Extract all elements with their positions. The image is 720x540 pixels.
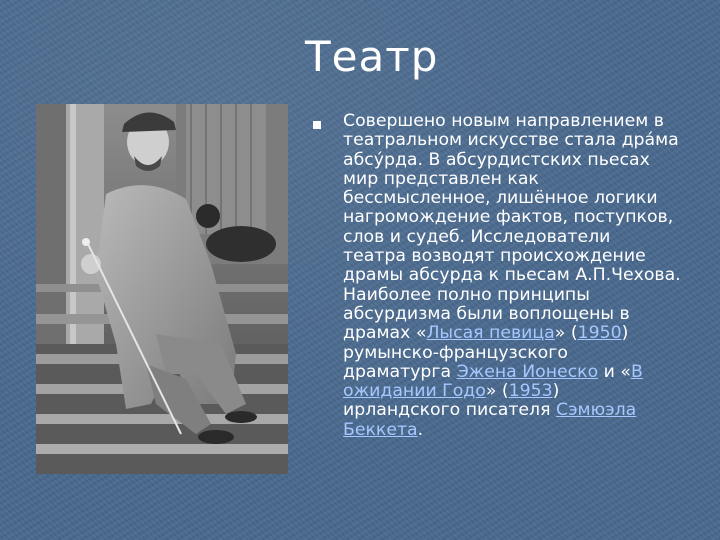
link-year-1950[interactable]: 1950 — [577, 323, 622, 344]
portrait-photo-drawing — [36, 104, 288, 474]
text-part-2: » ( — [554, 323, 578, 344]
text-part-7: . — [417, 419, 424, 440]
text-part-3: ) румынско-французского драматурга — [343, 323, 629, 382]
text-part-1: Совершено новым направлением в театральном искусстве стала дра́ма абсу́рда. В абсурдистских пьесах мир представлен как бессмысленное, лишённое логики нагромождение фактов, поступков, слов и судеб. Исследователи театра возводят происхождение драмы абсурда к пьесам А.П.Чехова. Наиболее полно принципы абсурдизма были воплощены в драмах « — [343, 111, 681, 344]
link-bald-soprano[interactable]: Лысая певица — [426, 323, 555, 344]
text-part-5: » ( — [485, 381, 509, 402]
text-part-4: и « — [598, 361, 631, 382]
bullet-marker — [313, 121, 321, 129]
link-waiting-for-godot[interactable]: В ожидании Годо — [343, 361, 643, 402]
link-year-1953[interactable]: 1953 — [508, 381, 553, 402]
body-paragraph — [343, 112, 699, 440]
text-part-6: ) ирландского писателя — [343, 381, 560, 421]
link-beckett[interactable]: Сэмюэла Беккета — [343, 400, 637, 440]
slide-title: Театр — [305, 32, 439, 81]
link-ionesco[interactable]: Эжена Ионеско — [456, 361, 599, 382]
portrait-photo — [36, 104, 288, 474]
